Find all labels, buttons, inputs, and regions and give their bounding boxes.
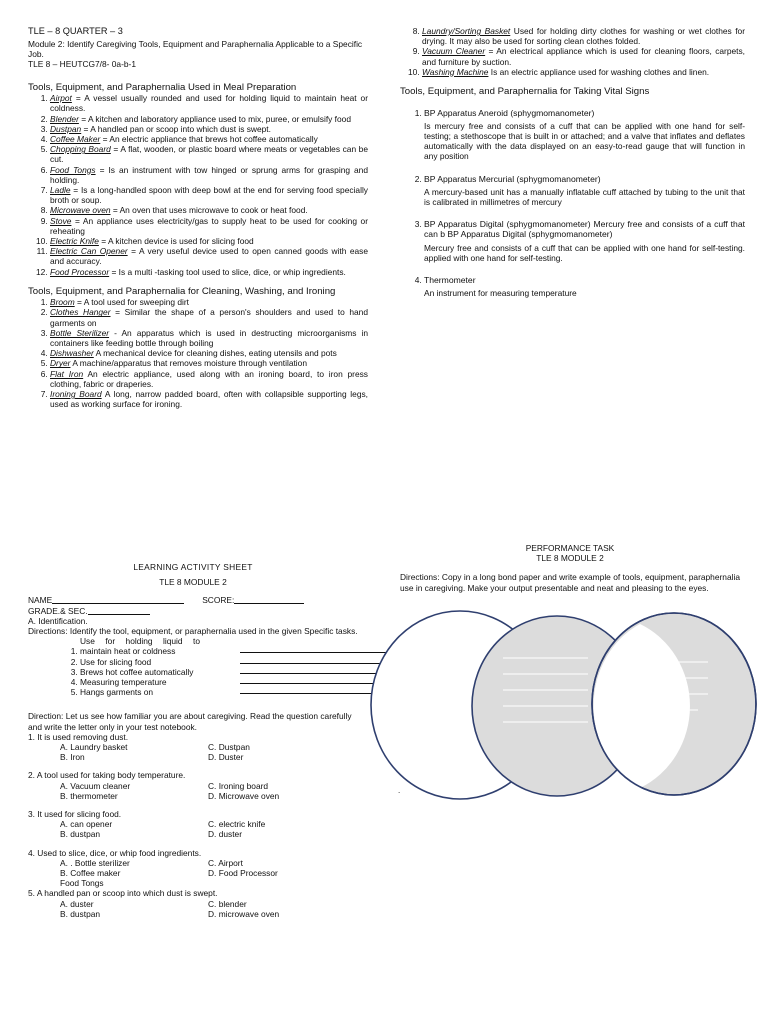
list-item xyxy=(50,144,368,164)
choice-option[interactable]: B. dustpan xyxy=(60,908,101,919)
item-term: Flat Iron xyxy=(50,368,84,379)
item-term: Washing Machine xyxy=(422,66,489,77)
choice-option[interactable]: D. Microwave oven xyxy=(208,790,280,801)
choice-option[interactable]: C. electric knife xyxy=(208,819,266,830)
item-term: Food Processor xyxy=(50,266,110,277)
choice-option[interactable]: C. Airport xyxy=(208,857,243,868)
choice-grid xyxy=(28,858,358,878)
list-item xyxy=(50,389,368,409)
list-item xyxy=(50,216,368,236)
right-column xyxy=(400,26,745,310)
cleaning-section-title: Tools, Equipment, and Paraphernalia for Cleaning, Washing, and Ironing xyxy=(28,285,336,297)
list-item xyxy=(50,297,368,307)
choice-option[interactable]: D. Food Processor xyxy=(208,868,278,879)
cleaning-list xyxy=(28,297,368,409)
stray-mark: . xyxy=(398,786,401,795)
name-label: NAME xyxy=(28,595,53,606)
choice-grid xyxy=(28,781,358,801)
choice-option[interactable]: A. Laundry basket xyxy=(60,742,128,753)
identification-item xyxy=(80,636,358,656)
choice-option[interactable]: B. Iron xyxy=(60,752,85,763)
choice-option[interactable]: C. Dustpan xyxy=(208,742,250,753)
name-blank[interactable] xyxy=(52,595,184,604)
list-item xyxy=(50,246,368,266)
competency-code: TLE 8 – HEUTCG7/8- 0a-b-1 xyxy=(28,59,136,70)
item-term: Dryer xyxy=(50,358,71,369)
vital-sign-item xyxy=(424,174,745,208)
item-description: Is an electric appliance used for washing clothes and linen. xyxy=(488,66,710,77)
item-term: Coffee Maker xyxy=(50,133,101,144)
item-term: Microwave oven xyxy=(50,205,111,216)
direction-2: Direction: Let us see how familiar you are about caregiving. Read the question carefully and write the letter only in your test notebook. xyxy=(28,711,352,732)
item-description: = A very useful device used to open canned goods with ease and accuracy. xyxy=(50,246,368,267)
identification-item xyxy=(80,677,358,687)
question xyxy=(28,888,358,919)
item-description: = A tool used for sweeping dirt xyxy=(74,297,189,308)
identification-item xyxy=(80,667,358,677)
vital-item-description: Mercury free and consists of a cuff that can be applied with one hand for self-testing. applied with one hand for self-testing. xyxy=(424,242,745,263)
list-item xyxy=(422,26,745,46)
las-subtitle: TLE 8 MODULE 2 xyxy=(159,577,227,588)
question-text: 5. A handled pan or scoop into which dust is swept. xyxy=(28,888,218,899)
quarter-title: TLE – 8 QUARTER – 3 xyxy=(28,26,123,36)
identification-item xyxy=(80,657,358,667)
list-item xyxy=(50,267,368,277)
item-description: = Is a multi -tasking tool used to slice, dice, or whip ingredients. xyxy=(109,266,346,277)
choice-option[interactable]: B. Coffee maker xyxy=(60,868,121,879)
choice-option[interactable]: D. duster xyxy=(208,829,242,840)
item-term: Stove xyxy=(50,215,72,226)
list-item xyxy=(50,93,368,113)
item-term: Dishwasher xyxy=(50,348,94,359)
choice-option[interactable]: B. thermometer xyxy=(60,790,118,801)
item-description: = Similar the shape of a person's shoulders and used to hand garments on xyxy=(50,307,368,328)
item-term: Electric Knife xyxy=(50,235,99,246)
choice-grid xyxy=(28,819,358,839)
meal-list xyxy=(28,93,368,277)
item-term: Bottle Sterilizer xyxy=(50,327,110,338)
question xyxy=(28,848,358,889)
list-item xyxy=(422,46,745,66)
question-text: 1. It is used removing dust. xyxy=(28,731,129,742)
pt-directions: Directions: Copy in a long bond paper and write example of tools, equipment, paraphernalia use in caregiving. Make your output presentable and neat and pleasing to the eyes. xyxy=(400,572,740,593)
item-term: Electric Can Opener xyxy=(50,246,128,257)
question-text: 2. A tool used for taking body temperature. xyxy=(28,770,186,781)
score-label: SCORE: xyxy=(202,595,235,606)
vital-item-description: Is mercury free and consists of a cuff that can be applied with one hand for self-testing; a stethoscope that is built in or attached; and a valve that inflates and deflates automatically with the data displayed on an easy-to-read gauge that will function in any position xyxy=(424,120,745,162)
list-item xyxy=(422,67,745,77)
choice-option[interactable]: A. Vacuum cleaner xyxy=(60,780,131,791)
list-item xyxy=(50,205,368,215)
item-description: An electric appliance, used along with an ironing board, to iron press clothing, fabric or draperies. xyxy=(50,368,368,389)
item-description: A long, narrow padded board, often with collapsible supporting legs, used as working surface for ironing. xyxy=(50,389,368,410)
meal-section-title: Tools, Equipment, and Paraphernalia Used in Meal Preparation xyxy=(28,81,297,93)
venn-diagram xyxy=(368,610,760,800)
item-term: Airpot xyxy=(50,93,72,104)
question xyxy=(28,770,358,801)
item-description: = A flat, wooden, or plastic board where meats or vegetables can be cut. xyxy=(50,144,368,165)
list-item xyxy=(50,307,368,327)
item-term: Vacuum Cleaner xyxy=(422,46,486,57)
choice-option[interactable]: A. . Bottle sterilizer xyxy=(60,857,130,868)
vital-item-description: A mercury-based unit has a manually inflatable cuff attached by tubing to the unit that is calibrated in millimetres of mercury xyxy=(424,186,745,207)
las-title: LEARNING ACTIVITY SHEET xyxy=(133,562,253,572)
vital-item-title: 4. Thermometer xyxy=(424,274,476,285)
identification-text: Hangs garments on xyxy=(80,687,154,698)
item-term: Ironing Board xyxy=(50,389,102,400)
question-extra: Food Tongs xyxy=(60,878,104,889)
item-term: Laundry/Sorting Basket xyxy=(422,26,511,36)
list-item xyxy=(50,185,368,205)
choice-grid xyxy=(28,899,358,919)
item-description: - An apparatus which is used in destructing microorganisms in containers like feeding bottle through boiling xyxy=(50,327,368,349)
item-term: Ladle xyxy=(50,184,71,195)
item-term: Food Tongs xyxy=(50,164,96,175)
choice-grid xyxy=(28,742,358,762)
vital-signs-list xyxy=(400,108,745,299)
list-item xyxy=(50,348,368,358)
vital-item-title: 1. BP Apparatus Aneroid (sphygmomanometer) xyxy=(424,107,595,118)
item-description: = An electric appliance that brews hot coffee automatically xyxy=(100,133,318,144)
item-description: A machine/apparatus that removes moisture through ventilation xyxy=(70,358,307,369)
choice-option[interactable]: D. Duster xyxy=(208,752,244,763)
choice-option[interactable]: A. can opener xyxy=(60,819,113,830)
item-term: Clothes Hanger xyxy=(50,307,111,318)
identification-text: Use for holding liquid to maintain heat or coldness xyxy=(80,636,200,657)
score-blank[interactable] xyxy=(234,595,304,604)
item-description: Used for holding dirty clothes for washing or wet clothes for drying. It may also be used for sorting clean clothes folded. xyxy=(422,26,746,47)
pt-subtitle: TLE 8 MODULE 2 xyxy=(536,553,604,564)
question-text: 3. It used for slicing food. xyxy=(28,809,122,820)
list-item xyxy=(50,328,368,348)
list-item xyxy=(50,124,368,134)
identification-text: Brews hot coffee automatically xyxy=(80,666,194,677)
choice-option[interactable]: C. Ironing board xyxy=(208,780,269,791)
grade-label: GRADE.& SEC. xyxy=(28,605,88,616)
question-text: 4. Used to slice, dice, or whip food ingredients. xyxy=(28,847,202,858)
vital-item-title: 3. BP Apparatus Digital (sphygmomanometer) Mercury free and consists of a cuff that can b BP Apparatus Digital (sphygmomanometer) xyxy=(424,219,745,240)
vital-section-title: Tools, Equipment, and Paraphernalia for Taking Vital Signs xyxy=(400,86,650,98)
item-description: = An oven that uses microwave to cook or heat food. xyxy=(110,205,308,216)
item-description: = A kitchen and laboratory appliance used to mix, puree, or emulsify food xyxy=(78,113,351,124)
vital-item-description: An instrument for measuring temperature xyxy=(424,288,577,299)
pt-title: PERFORMANCE TASK xyxy=(525,543,615,553)
item-term: Blender xyxy=(50,113,79,124)
multiple-choice xyxy=(28,732,358,919)
module-title: Module 2: Identify Caregiving Tools, Equipment and Paraphernalia Applicable to a Specific Job. xyxy=(28,39,363,60)
list-item xyxy=(50,358,368,368)
list-item xyxy=(50,236,368,246)
grade-blank[interactable] xyxy=(88,606,150,615)
item-description: = An electrical appliance which is used for cleaning floors, carpets, and furniture by suction. xyxy=(422,46,745,67)
choice-option[interactable]: B. dustpan xyxy=(60,829,101,840)
item-description: = An appliance uses electricity/gas to supply heat to be used for cooking or reheating xyxy=(50,215,368,236)
list-item xyxy=(50,165,368,185)
item-description: = Is an instrument with tow hinged or sprung arms for grasping and holding. xyxy=(50,164,368,185)
identification-item xyxy=(80,687,358,697)
identification-directions: Directions: Identify the tool, equipment, or paraphernalia used in the given Specific tasks. xyxy=(28,626,358,637)
identification-text: Measuring temperature xyxy=(80,677,167,688)
left-column xyxy=(28,26,368,410)
vital-sign-item xyxy=(424,108,745,162)
list-item xyxy=(50,114,368,124)
item-term: Chopping Board xyxy=(50,144,111,155)
vital-sign-item xyxy=(424,275,745,298)
list-item xyxy=(50,369,368,389)
choice-option[interactable]: C. blender xyxy=(208,898,247,909)
question xyxy=(28,809,358,840)
performance-task xyxy=(400,543,740,593)
question xyxy=(28,732,358,763)
item-description: = Is a long-handled spoon with deep bowl at the end for serving food specially broth or soup. xyxy=(50,184,368,206)
choice-option[interactable]: A. duster xyxy=(60,898,94,909)
item-description: = A kitchen device is used for slicing food xyxy=(98,235,254,246)
item-description: = A vessel usually rounded and used for holding liquid to maintain heat or coldness. xyxy=(50,93,368,114)
cleaning-list-continued xyxy=(400,26,745,77)
choice-option[interactable]: D. microwave oven xyxy=(208,908,280,919)
vital-item-title: 2. BP Apparatus Mercurial (sphygmomanometer) xyxy=(424,173,601,184)
identification-list xyxy=(28,636,358,697)
item-description: = A handled pan or scoop into which dust is swept. xyxy=(81,123,271,134)
item-description: A mechanical device for cleaning dishes, eating utensils and pots xyxy=(93,348,337,359)
item-term: Dustpan xyxy=(50,123,82,134)
identification-text: Use for slicing food xyxy=(80,656,152,667)
learning-activity-sheet xyxy=(28,562,358,919)
item-term: Broom xyxy=(50,297,75,308)
part-a-label: A. Identification. xyxy=(28,615,88,626)
vital-sign-item xyxy=(424,219,745,263)
list-item xyxy=(50,134,368,144)
